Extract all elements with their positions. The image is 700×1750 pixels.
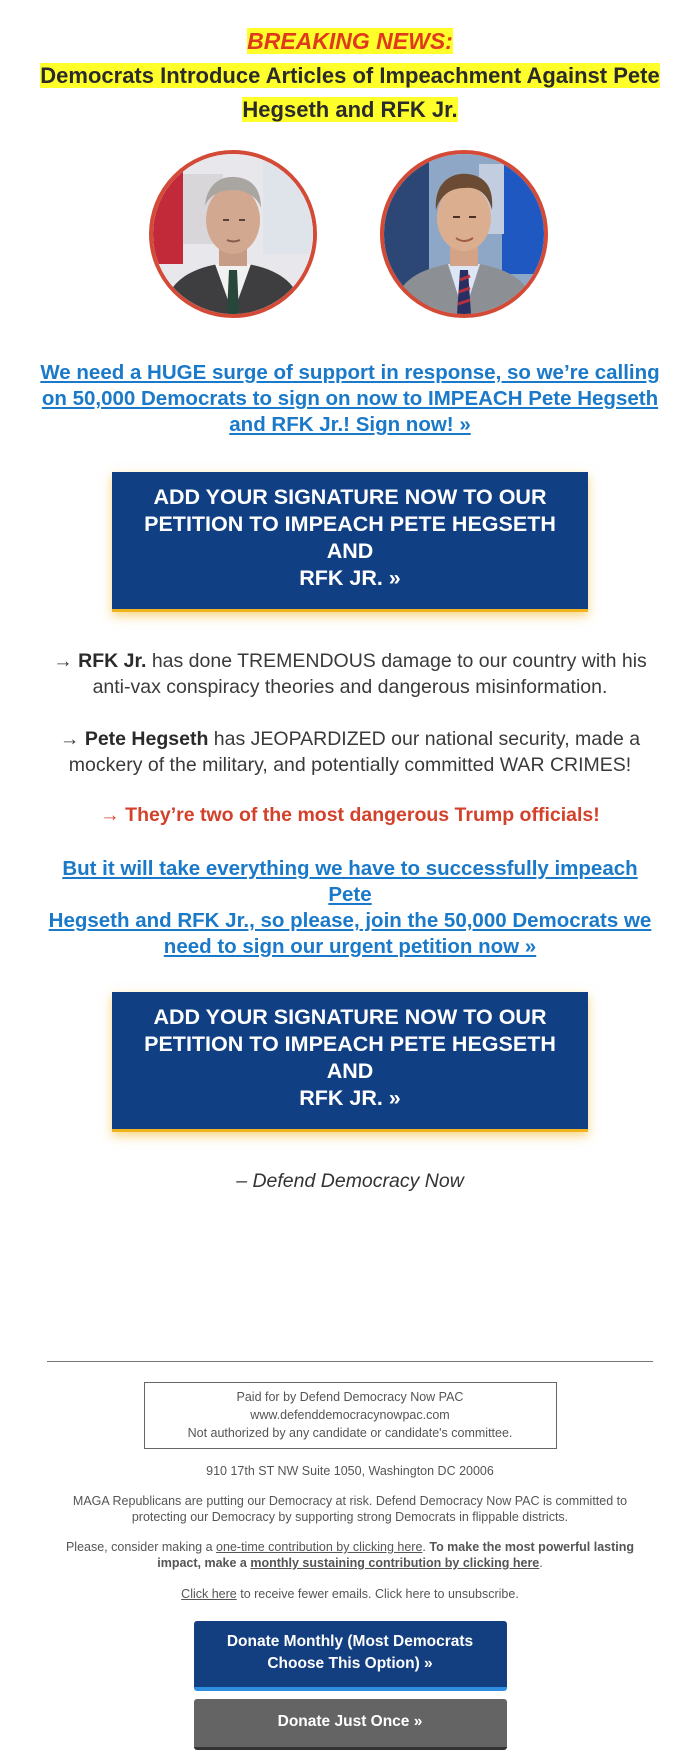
donate-monthly-button[interactable] <box>194 1621 507 1691</box>
portrait-row <box>20 150 680 330</box>
sign-petition-button[interactable] <box>112 472 588 612</box>
contribution-request: Please, consider making a one-time contribution by clicking here. To make the most powerful lasting impact, make a monthly sustaining contribution by clicking here. <box>65 1540 635 1570</box>
fewer-emails-link[interactable]: Click here <box>181 1587 237 1601</box>
lead-link-line-3: and RFK Jr.! Sign now! » <box>229 413 471 436</box>
urgent-link-line-1: But it will take everything we have to successfully impeach Pete <box>62 857 638 906</box>
rfk-name: RFK Jr. <box>78 650 147 672</box>
breaking-news-header <box>20 26 680 128</box>
mission-statement <box>47 1493 653 1525</box>
footer <box>47 1361 653 1750</box>
cta-line-3: RFK JR. » <box>299 1086 401 1110</box>
footer-divider <box>47 1361 653 1362</box>
rfk-text-1: has done TREMENDOUS damage to our country with his <box>146 650 647 672</box>
cta-line-2: PETITION TO IMPEACH PETE HEGSETH AND <box>144 1032 556 1083</box>
mailing-address: 910 17th ST NW Suite 1050, Washington DC 20006 <box>206 1464 494 1478</box>
lead-petition-link[interactable] <box>38 360 662 438</box>
cta-line-1: ADD YOUR SIGNATURE NOW TO OUR <box>153 485 547 509</box>
hegseth-paragraph <box>42 726 658 778</box>
rfk-jr-portrait[interactable] <box>149 150 317 318</box>
donate-once-button[interactable]: Donate Just Once » <box>194 1699 507 1750</box>
website-line: www.defenddemocracynowpac.com <box>250 1408 450 1422</box>
hegseth-text-1: has JEOPARDIZED our national security, made a <box>208 728 641 750</box>
signature: – Defend Democracy Now <box>236 1170 464 1192</box>
urgent-link-line-3: need to sign our urgent petition now » <box>163 935 537 958</box>
cta-line-3: RFK JR. » <box>299 566 401 590</box>
headline-line-2: Hegseth and RFK Jr. <box>242 97 458 122</box>
breaking-news-label: BREAKING NEWS: <box>247 28 453 54</box>
donate-monthly-line-1: Donate Monthly (Most Democrats <box>226 1633 474 1650</box>
donate-monthly-line-2: Choose This Option) » <box>267 1655 433 1672</box>
dangerous-officials-callout: → They’re two of the most dangerous Trump officials! <box>100 804 600 826</box>
paid-for-line: Paid for by Defend Democracy Now PAC <box>236 1390 464 1404</box>
lead-link-line-2: on 50,000 Democrats to sign on now to IMPEACH Pete Hegseth <box>41 387 659 410</box>
hegseth-name: Pete Hegseth <box>84 728 209 750</box>
cta-line-2: PETITION TO IMPEACH PETE HEGSETH AND <box>144 512 556 563</box>
hegseth-text-2: mockery of the military, and potentially committed WAR CRIMES! <box>68 754 632 776</box>
headline-line-1: Democrats Introduce Articles of Impeachment Against Pete <box>40 63 660 88</box>
urgent-link-line-2: Hegseth and RFK Jr., so please, join the 50,000 Democrats we <box>48 909 652 932</box>
impact-text: impact, make a <box>157 1556 251 1570</box>
monthly-contribution-link[interactable]: monthly sustaining contribution by clicking here <box>250 1556 540 1570</box>
pete-hegseth-portrait[interactable] <box>380 150 548 318</box>
mission-line-1: MAGA Republicans are putting our Democracy at risk. Defend Democracy Now PAC is committed to <box>72 1494 628 1508</box>
paid-for-disclaimer <box>144 1382 557 1449</box>
rfk-text-2: anti-vax conspiracy theories and dangerous misinformation. <box>92 676 608 698</box>
arrow-glyph: → <box>53 650 73 672</box>
lead-link-line-1: We need a HUGE surge of support in response, so we’re calling <box>40 361 660 384</box>
mission-line-2: protecting our Democracy by supporting strong Democrats in flippable districts. <box>131 1510 569 1524</box>
arrow-glyph: → <box>59 728 80 750</box>
one-time-contribution-link[interactable]: one-time contribution by clicking here <box>216 1540 423 1554</box>
urgent-petition-link[interactable] <box>38 856 662 960</box>
not-authorized-line: Not authorized by any candidate or candidate's committee. <box>187 1426 513 1440</box>
unsubscribe-text: to receive fewer emails. Click here to unsubscribe. <box>236 1587 519 1601</box>
sign-petition-button-2[interactable] <box>112 992 588 1132</box>
rfk-paragraph <box>42 648 658 700</box>
email-body <box>20 26 680 1193</box>
cta-line-1: ADD YOUR SIGNATURE NOW TO OUR <box>153 1005 547 1029</box>
unsubscribe-line <box>47 1586 653 1602</box>
lasting-impact-text: To make the most powerful lasting <box>429 1540 635 1554</box>
consider-text: Please, consider making a <box>65 1540 217 1554</box>
